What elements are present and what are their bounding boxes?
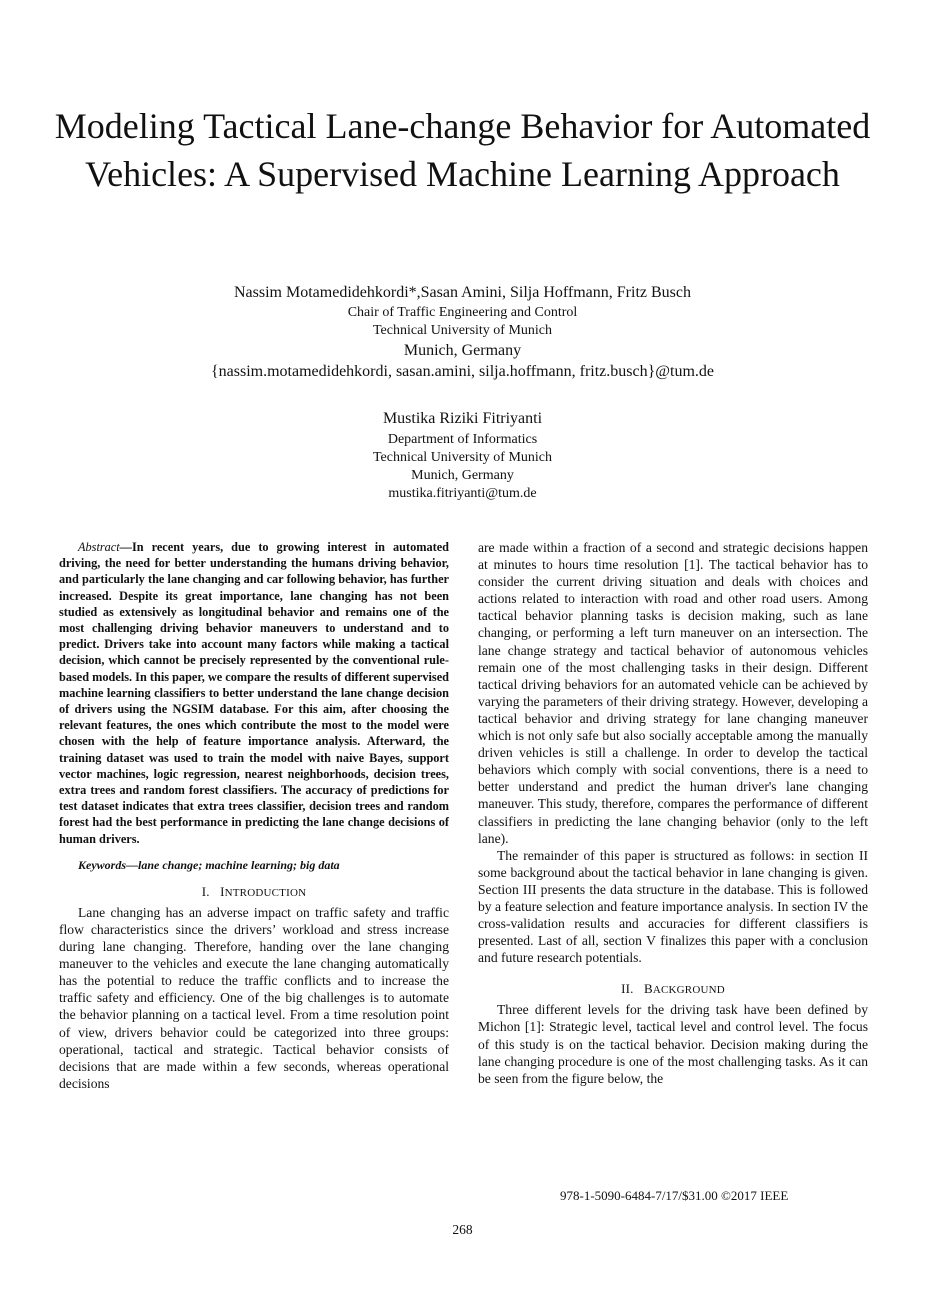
background-paragraph: Three different levels for the driving task have been defined by Michon [1]: Strategic level, tactical level and control level. The focus of this study is on the tactical behavior. Decision making during the lane changing procedure is one of the most challenging tasks. As it can be seen from the figure below, the	[478, 1002, 868, 1086]
author-names: Nassim Motamedidehkordi*,Sasan Amini, Silja Hoffmann, Fritz Busch	[234, 284, 691, 301]
author-city: Munich, Germany	[411, 468, 514, 483]
author-chair: Chair of Traffic Engineering and Control	[347, 305, 578, 320]
author-university: Technical University of Munich	[372, 450, 553, 465]
abstract-lead: Abstract	[78, 540, 120, 554]
body-paragraph: are made within a fraction of a second and strategic decisions happen at minutes to hours time resolution [1]. The tactical behavior has to consider the current driving situation and deals with choices and actions related to interaction with road and other road users. Among tactical behavior planning tasks is decision making, such as lane changing, or performing a left turn maneuver on an intersection. The lane change strategy and tactical behavior of autonomous vehicles remain one of the most challenging tasks in their design. Different tactical driving behaviors for an automated vehicle can be achieved by varying the parameters of their driving strategy. However, developing a tactical behavior and driving strategy for lane changing maneuver which is not only safe but also socially acceptable among the manually driven vehicles is still a challenge. In order to develop the tactical behaviors which comply with social conventions, there is a need to better understand and predict the human driver's lane changing maneuver. This study, therefore, compares the performance of different classifiers in predicting the lane changing behavior (only to the left lane).	[478, 540, 868, 846]
body-paragraph: The remainder of this paper is structured as follows: in section II some background about the tactical behavior in lane changing is given. Section III presents the data structure in the database. This is followed by a feature selection and feature importance analysis. In section IV the cross-validation results and accuracies for different classifiers is presented. Last of all, section V finalizes this paper with a conclusion and future research potentials.	[478, 847, 868, 966]
section-numeral: I.	[201, 883, 210, 899]
keywords: Keywords—lane change; machine learning; big data	[78, 857, 340, 872]
author-block-primary	[100, 282, 825, 382]
section-numeral: II.	[621, 981, 634, 997]
section-initial: B	[643, 981, 653, 997]
abstract-body: In recent years, due to growing interest in automated driving, the need for better understanding the humans driving behavior, and particularly the lane changing and car following behavior, has further increased. Despite its great importance, lane changing has not been studied as extensively as longitudinal behavior and remains one of the most challenging driving behavior maneuvers to understand and to predict. Drivers take into account many factors while making a tactical decision, which cannot be precisely represented by the conventional rule-based models. In this paper, we compare the results of different supervised machine learning classifiers to better understand the lane change decision of drivers using the NGSIM database. For this aim, after choosing the relevant features, the ones which contribute the most to the model were chosen with the help of feature importance analysis. Afterward, the training dataset was used to train the model with naive Bayes, support vector machines, logic regression, nearest neighborhoods, decision trees, extra trees and random forest classifiers. The accuracy of predictions for test dataset indicates that extra trees classifier, decision trees and random forest had the best performance in predicting the lane change decisions of human drivers.	[59, 540, 449, 846]
author-university: Technical University of Munich	[372, 323, 553, 338]
paper-title: Modeling Tactical Lane-change Behavior for Automated Vehicles: A Supervised Machine Learning Approach	[54, 106, 871, 194]
copyright-notice: 978-1-5090-6484-7/17/$31.00 ©2017 IEEE	[560, 1188, 789, 1203]
section-heading-background	[478, 980, 868, 999]
author-names: Mustika Riziki Fitriyanti	[382, 410, 543, 427]
section-initial: I	[220, 883, 225, 899]
author-department: Department of Informatics	[387, 432, 538, 447]
author-email: mustika.fitriyanti@tum.de	[388, 486, 537, 501]
author-email: {nassim.motamedidehkordi, sasan.amini, silja.hoffmann, fritz.busch}@tum.de	[210, 363, 715, 380]
right-column	[478, 539, 868, 1087]
abstract	[59, 539, 449, 847]
left-column	[59, 539, 449, 1092]
intro-paragraph: Lane changing has an adverse impact on traffic safety and traffic flow characteristics since the drivers’ workload and stress increase during lane changing. Therefore, handing over the lane changing maneuver to the vehicles and execute the lane changing automatically has the potential to reduce the traffic conflicts and to increase the traffic safety and efficiency. One of the big challenges is to automate the behavior planning on a tactical level. From a time resolution point of view, drivers behavior could be categorized into three groups: operational, tactical and strategic. Tactical behavior consists of decisions that are made within a few seconds, whereas operational decisions	[59, 904, 449, 1091]
section-title-rest: ACKGROUND	[652, 984, 725, 997]
section-title-rest: NTRODUCTION	[224, 886, 307, 899]
author-block-secondary	[100, 408, 825, 503]
page-number: 268	[452, 1222, 473, 1237]
author-city: Munich, Germany	[403, 342, 522, 359]
abstract-dash: —	[119, 540, 132, 554]
section-heading-introduction	[59, 883, 449, 902]
